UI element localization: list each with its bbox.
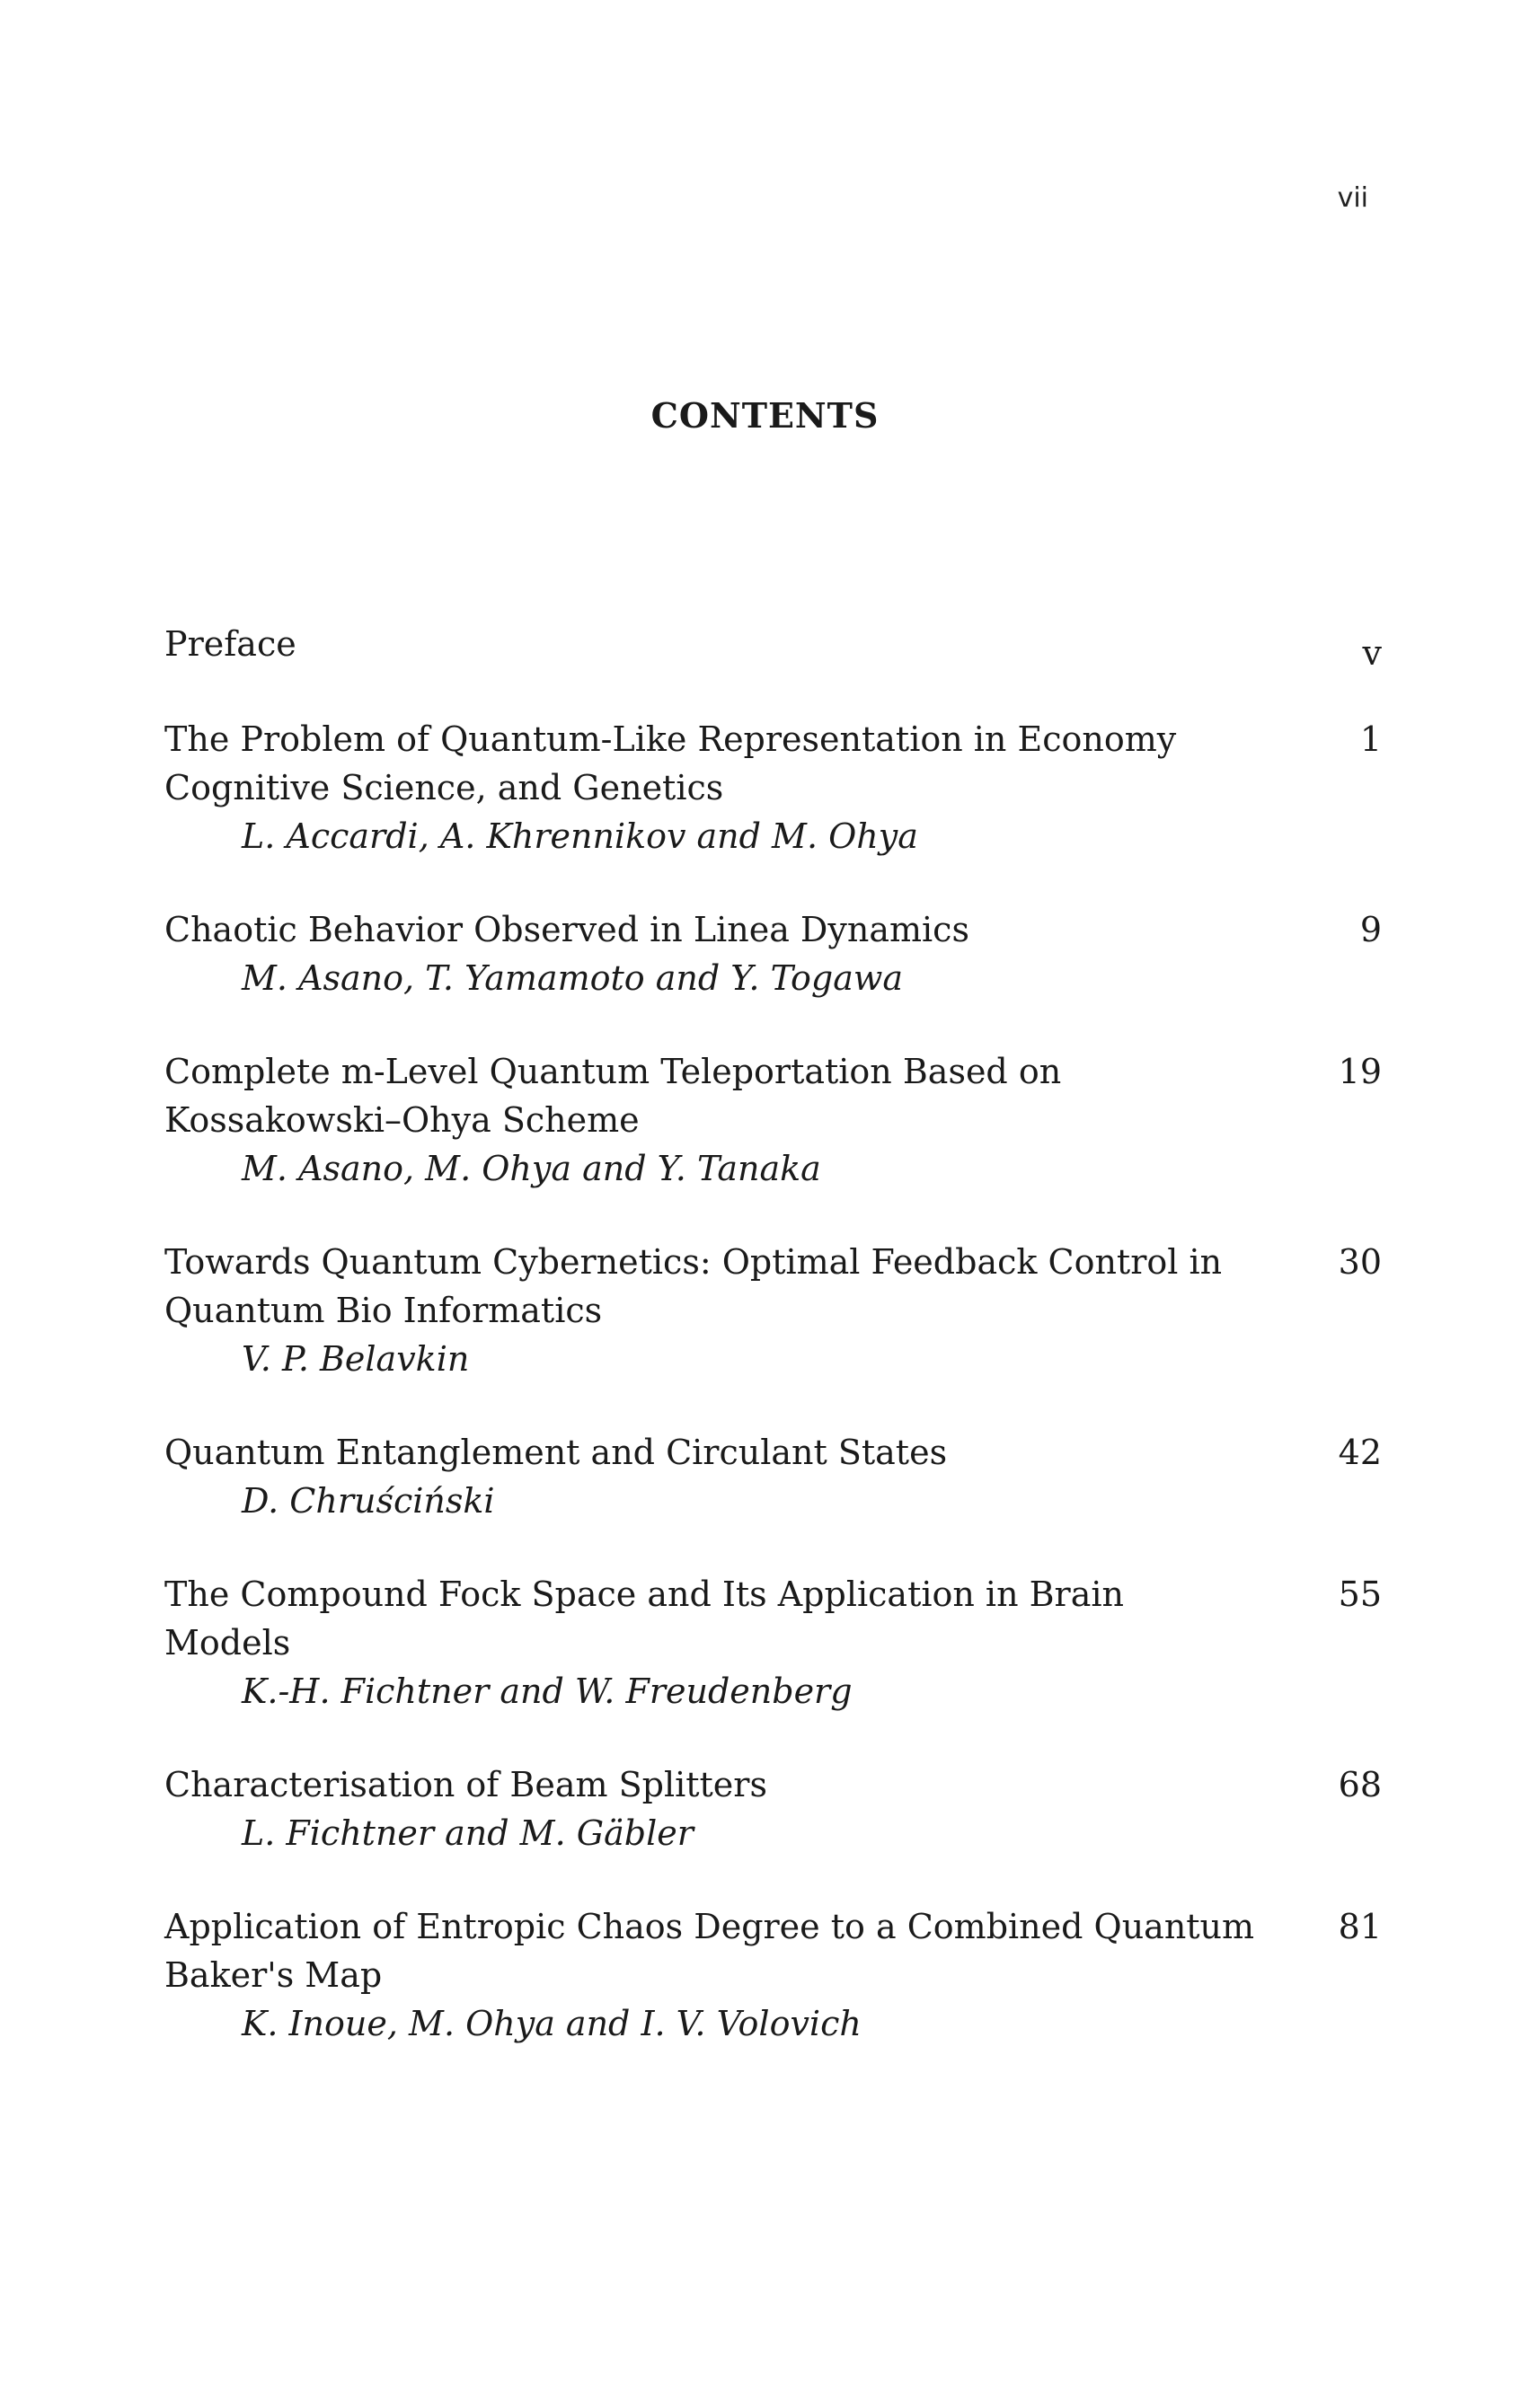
page-folio: vii [1337,182,1368,214]
toc-entry-page-number: 30 [1338,1242,1382,1282]
toc-entry[interactable] [164,905,1382,1002]
toc-entry-page-number: 9 [1359,910,1382,949]
toc-entry[interactable] [164,1238,1382,1383]
toc-entry-main [164,1428,1260,1525]
toc-entry-page-number: 19 [1338,1052,1382,1091]
toc-entry[interactable] [164,715,1382,860]
toc-entry-page-number: 81 [1338,1907,1382,1946]
toc-entry-authors: V. P. Belavkin [242,1339,470,1379]
toc-entry-authors: L. Accardi, A. Khrennikov and M. Ohya [242,816,918,856]
toc-title-line: Chaotic Behavior Observed in Linea Dynamics [164,910,969,949]
toc-title-line: Quantum Bio Informatics [164,1291,603,1330]
toc-title-line: Application of Entropic Chaos Degree to a Combined Quantum [164,1907,1255,1946]
toc-entry-main [164,1760,1260,1857]
toc-entry-page-number: 1 [1359,719,1382,759]
toc-entry-main [164,1238,1260,1383]
toc-title-line: Towards Quantum Cybernetics: Optimal Feedback Control in [164,1242,1223,1282]
toc-title-line: Kossakowski–Ohya Scheme [164,1100,640,1140]
toc-entry[interactable] [164,1570,1382,1716]
toc-entry-main [164,1902,1260,2048]
toc-title-line: Preface [164,624,296,664]
toc-entry[interactable] [164,1760,1382,1857]
toc-entry-title [164,1238,1260,1335]
toc-entry-authors: L. Fichtner and M. Gäbler [242,1813,694,1853]
toc-entry-page-number: 42 [1338,1433,1382,1472]
toc-entry-title [164,1047,1260,1144]
toc-entry-main [164,905,1260,1002]
toc-entry[interactable] [164,1047,1382,1193]
toc-entry-authors: M. Asano, T. Yamamoto and Y. Togawa [242,958,904,998]
toc-entry-page-number: v [1362,633,1382,673]
toc-entry-title [164,620,1260,668]
toc-title-line: Characterisation of Beam Splitters [164,1765,767,1804]
toc-entry-page-number: 68 [1338,1765,1382,1804]
toc-entry[interactable] [164,1902,1382,2048]
toc-title-line: Cognitive Science, and Genetics [164,768,724,807]
toc-entry-title [164,1902,1260,1999]
toc-entry-authors: D. Chruściński [242,1481,495,1521]
toc-entry-authors: K.-H. Fichtner and W. Freudenberg [242,1671,853,1711]
table-of-contents [164,620,1382,2093]
toc-entry-main [164,1570,1260,1716]
toc-entry-main [164,715,1260,860]
toc-entry-preface[interactable] [164,620,1382,677]
toc-entry-title [164,905,1260,954]
toc-entry-main [164,1047,1260,1193]
toc-entry-authors: K. Inoue, M. Ohya and I. V. Volovich [242,2004,862,2043]
toc-entry-title [164,1428,1260,1477]
toc-title-line: Complete m-Level Quantum Teleportation Based on [164,1052,1062,1091]
toc-entry-title [164,715,1260,812]
toc-title-line: Quantum Entanglement and Circulant States [164,1433,948,1472]
toc-entry-page-number: 55 [1338,1574,1382,1614]
toc-title-line: The Problem of Quantum-Like Representation in Economy [164,719,1177,759]
toc-entry-title [164,1570,1260,1667]
toc-entry-main [164,620,1260,668]
toc-title-line: The Compound Fock Space and Its Application in Brain Models [164,1574,1125,1663]
toc-entry[interactable] [164,1428,1382,1525]
toc-title-line: Baker's Map [164,1955,383,1995]
toc-entry-title [164,1760,1260,1809]
toc-entry-authors: M. Asano, M. Ohya and Y. Tanaka [242,1149,821,1188]
contents-heading: CONTENTS [650,395,880,436]
